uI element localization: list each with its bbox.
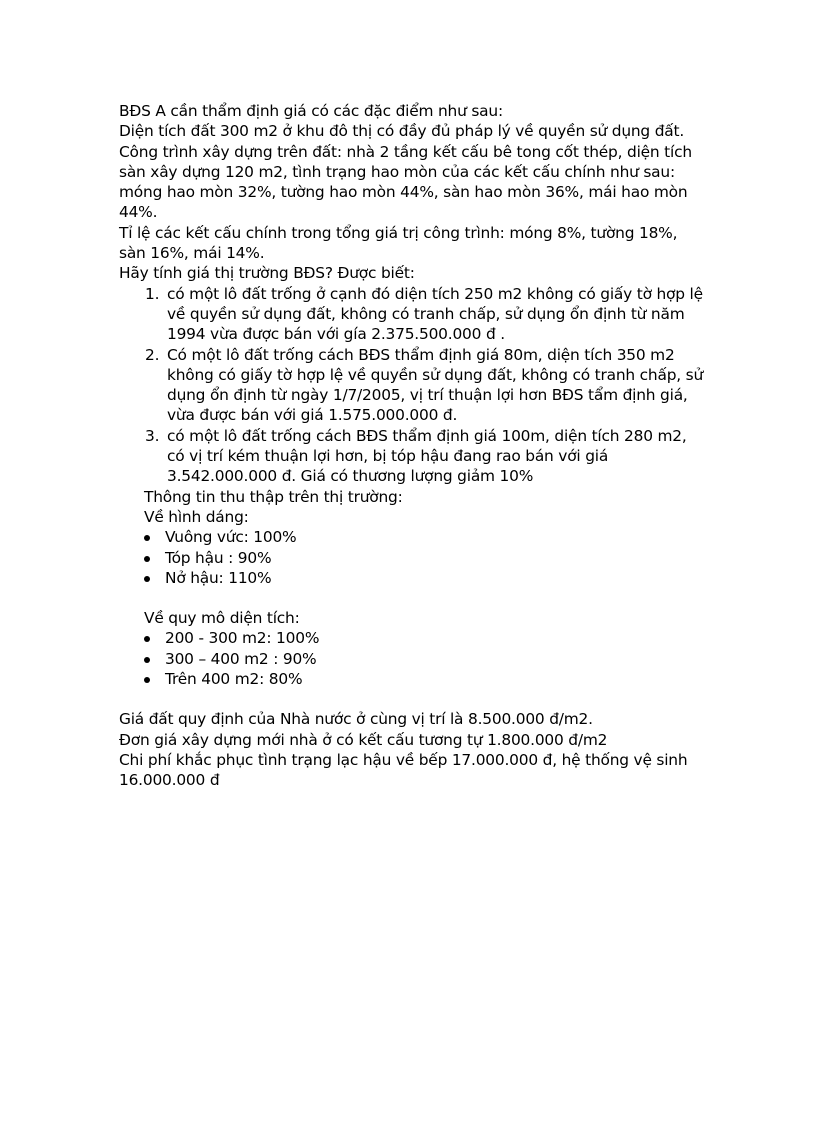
- closing-line-2: Đơn giá xây dựng mới nhà ở có kết cấu tương tự 1.800.000 đ/m2: [119, 730, 608, 749]
- intro-line-5: Hãy tính giá thị trường BĐS? Được biết:: [119, 264, 415, 283]
- size-list: [119, 628, 704, 689]
- list-item: 200 - 300 m2: 100%: [165, 628, 704, 648]
- list-item: Trên 400 m2: 80%: [165, 669, 704, 689]
- list-item: 300 – 400 m2 : 90%: [165, 649, 704, 669]
- numbered-list: [119, 284, 704, 487]
- list-item-number: 2.: [145, 345, 160, 364]
- spacer: [119, 588, 704, 608]
- list-item: Tóp hậu : 90%: [165, 548, 704, 568]
- shape-list: [119, 527, 704, 588]
- closing-line-3: Chi phí khắc phục tình trạng lạc hậu về bếp 17.000.000 đ, hệ thống vệ sinh 16.000.000 đ: [119, 750, 688, 790]
- size-heading: Về quy mô diện tích:: [144, 609, 300, 628]
- list-item-number: 3.: [145, 426, 160, 445]
- intro-line-4: Tỉ lệ các kết cấu chính trong tổng giá trị công trình: móng 8%, tường 18%, sàn 16%, mái 14%.: [119, 223, 678, 263]
- document-page: [119, 101, 704, 791]
- list-item: [145, 345, 704, 426]
- list-item: Vuông vức: 100%: [165, 527, 704, 547]
- list-item-number: 1.: [145, 284, 160, 303]
- closing-line-1: Giá đất quy định của Nhà nước ở cùng vị trí là 8.500.000 đ/m2.: [119, 710, 593, 729]
- list-item-text: Có một lô đất trống cách BĐS thẩm định giá 80m, diện tích 350 m2 không có giấy tờ hợp lệ về quyền sử dụng đất, không có tranh chấp, sử dụng ổn định từ ngày 1/7/2005, vị trí thuận lợi hơn BĐS tẩm định giá, vừa được bán với giá 1.575.000.000 đ.: [167, 345, 704, 425]
- list-item-text: có một lô đất trống ở cạnh đó diện tích 250 m2 không có giấy tờ hợp lệ về quyền sử dụng đất, không có tranh chấp, sử dụng ổn định từ năm 1994 vừa được bán với gía 2.375.500.000 đ .: [167, 284, 703, 344]
- intro-line-1: BĐS A cần thẩm định giá có các đặc điểm như sau:: [119, 102, 503, 120]
- list-item: Nở hậu: 110%: [165, 568, 704, 588]
- size-section: [119, 608, 704, 628]
- list-item-text: có một lô đất trống cách BĐS thẩm định giá 100m, diện tích 280 m2, có vị trí kém thuận lợi hơn, bị tóp hậu đang rao bán với giá 3.542.000.000 đ. Giá có thương lượng giảm 10%: [167, 426, 687, 486]
- list-item: [145, 284, 704, 345]
- intro-line-3: Công trình xây dựng trên đất: nhà 2 tầng kết cấu bê tong cốt thép, diện tích sàn xây dựng 120 m2, tình trạng hao mòn của các kết cấu chính như sau: móng hao mòn 32%, tường hao mòn 44%, sàn hao mòn 36%, mái hao mòn 44%.: [119, 142, 692, 222]
- shape-heading: Về hình dáng:: [144, 507, 249, 526]
- market-info-section: [119, 487, 704, 528]
- market-info-heading: Thông tin thu thập trên thị trường:: [144, 487, 403, 506]
- spacer: [119, 689, 704, 709]
- intro-line-2: Diện tích đất 300 m2 ở khu đô thị có đầy đủ pháp lý về quyền sử dụng đất.: [119, 122, 685, 141]
- list-item: [145, 426, 704, 487]
